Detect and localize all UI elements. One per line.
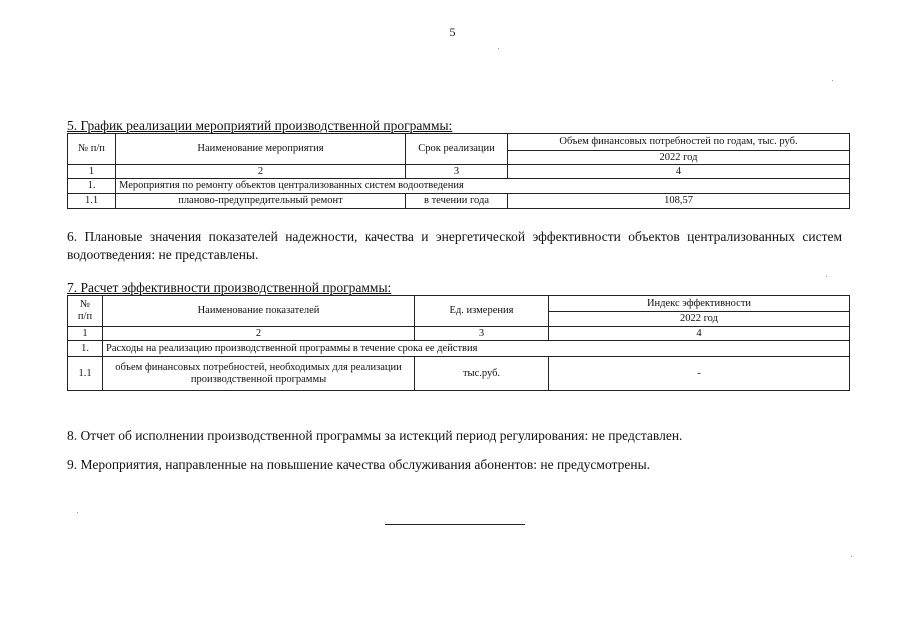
table-row <box>68 357 850 391</box>
item-unit: тыс.руб. <box>415 357 549 391</box>
group-label: Мероприятия по ремонту объектов централизованных систем водоотведения <box>116 179 850 194</box>
scan-speck <box>826 276 827 277</box>
table-header-row <box>68 134 850 151</box>
item-name: планово-предупредительный ремонт <box>116 194 406 209</box>
index-cell: 4 <box>508 165 850 179</box>
group-row <box>68 179 850 194</box>
header-name: Наименование показателей <box>103 296 415 327</box>
section-6-text: 6. Плановые значения показателей надежности, качества и энергетической эффективности объектов централизованных систем водоотведения: не представлены. <box>67 229 842 262</box>
index-cell: 3 <box>406 165 508 179</box>
item-value: - <box>549 357 850 391</box>
item-value: 108,57 <box>508 194 850 209</box>
schedule-table <box>67 133 850 209</box>
group-row <box>68 341 850 357</box>
divider-line <box>385 524 525 525</box>
index-row <box>68 165 850 179</box>
item-num: 1.1 <box>68 357 103 391</box>
table-header-row <box>68 296 850 312</box>
scan-speck <box>498 48 499 49</box>
scan-speck <box>851 556 852 557</box>
index-cell: 4 <box>549 327 850 341</box>
index-cell: 2 <box>116 165 406 179</box>
header-num: № п/п <box>68 134 116 165</box>
efficiency-table <box>67 295 850 391</box>
item-term: в течении года <box>406 194 508 209</box>
index-row <box>68 327 850 341</box>
table-row <box>68 194 850 209</box>
header-num <box>68 296 103 327</box>
item-num: 1.1 <box>68 194 116 209</box>
item-name: объем финансовых потребностей, необходимых для реализации производственной программы <box>103 357 415 391</box>
scan-speck <box>832 80 833 81</box>
group-num: 1. <box>68 341 103 357</box>
group-num: 1. <box>68 179 116 194</box>
section-9-text: 9. Мероприятия, направленные на повышение качества обслуживания абонентов: не предусмотрены. <box>67 457 651 472</box>
section-8-text: 8. Отчет об исполнении производственной программы за истекций период регулирования: не представлен. <box>67 428 683 443</box>
header-unit: Ед. измерения <box>415 296 549 327</box>
section-5-heading: 5. График реализации мероприятий производственной программы: <box>67 118 453 133</box>
group-label: Расходы на реализацию производственной программы в течение срока ее действия <box>103 341 850 357</box>
scan-speck <box>77 512 78 513</box>
section-7-heading: 7. Расчет эффективности производственной программы: <box>67 280 392 295</box>
index-cell: 1 <box>68 327 103 341</box>
header-volume: Объем финансовых потребностей по годам, тыс. руб. <box>508 134 850 151</box>
header-term: Срок реализации <box>406 134 508 165</box>
header-name: Наименование мероприятия <box>116 134 406 165</box>
header-index: Индекс эффективности <box>549 296 850 312</box>
index-cell: 3 <box>415 327 549 341</box>
page-number: 5 <box>449 25 456 39</box>
index-cell: 2 <box>103 327 415 341</box>
header-num-line1: № <box>79 299 91 310</box>
header-year: 2022 год <box>508 151 850 165</box>
header-year: 2022 год <box>549 312 850 327</box>
index-cell: 1 <box>68 165 116 179</box>
header-num-line2: п/п <box>77 311 93 322</box>
